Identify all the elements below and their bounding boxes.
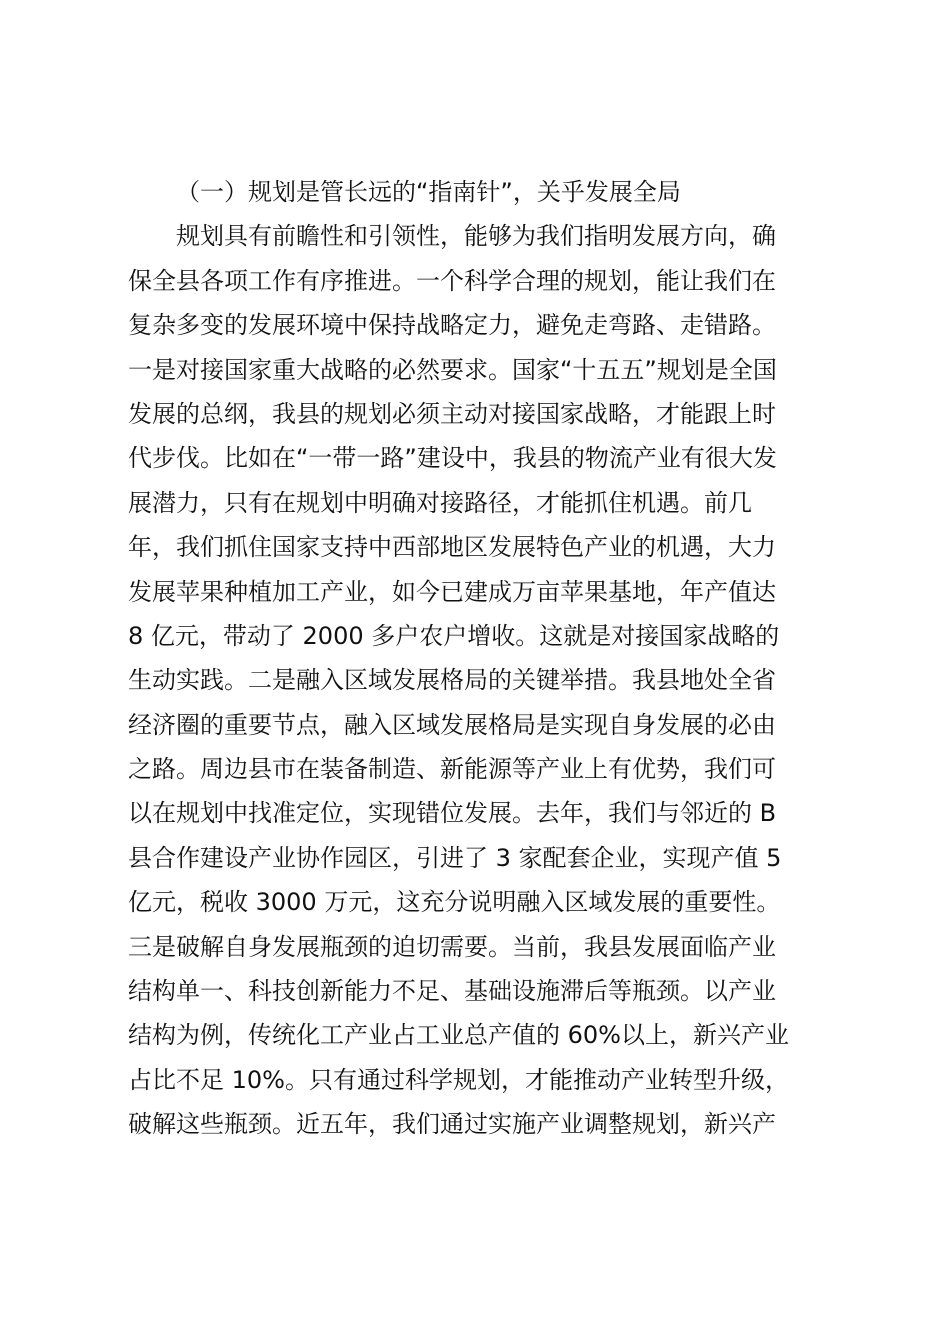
paragraph-line: 年，我们抓住国家支持中西部地区发展特色产业的机遇，大力 [128,533,776,562]
paragraph-line: 县合作建设产业协作园区，引进了 3 家配套企业，实现产值 5 [128,843,782,872]
paragraph-line: 复杂多变的发展环境中保持战略定力，避免走弯路、走错路。 [128,311,776,340]
document-body [128,170,830,1147]
paragraph-line: 保全县各项工作有序推进。一个科学合理的规划，能让我们在 [128,266,776,295]
paragraph-line: 亿元，税收 3000 万元，这充分说明融入区域发展的重要性。 [128,888,781,917]
paragraph-line: 破解这些瓶颈。近五年，我们通过实施产业调整规划，新兴产 [128,1110,776,1139]
paragraph-line: 结构单一、科技创新能力不足、基础设施滞后等瓶颈。以产业 [128,977,776,1006]
paragraph-line: 经济圈的重要节点，融入区域发展格局是实现自身发展的必由 [128,710,776,739]
paragraph-line: 展潜力，只有在规划中明确对接路径，才能抓住机遇。前几 [128,488,752,517]
paragraph-line: 生动实践。二是融入区域发展格局的关键举措。我县地处全省 [128,666,776,695]
paragraph-line: 发展的总纲，我县的规划必须主动对接国家战略，才能跟上时 [128,399,776,428]
paragraph-line: 之路。周边县市在装备制造、新能源等产业上有优势，我们可 [128,755,776,784]
paragraph-line: 发展苹果种植加工产业，如今已建成万亩苹果基地，年产值达 [128,577,776,606]
paragraph-line: 占比不足 10%。只有通过科学规划，才能推动产业转型升级， [128,1065,789,1094]
paragraph-line: 规划具有前瞻性和引领性，能够为我们指明发展方向，确 [176,222,776,251]
paragraph-line: 结构为例，传统化工产业占工业总产值的 60%以上，新兴产业 [128,1021,789,1050]
paragraph-line: 8 亿元，带动了 2000 多户农户增收。这就是对接国家战略的 [128,621,780,650]
paragraph-line: 代步伐。比如在“一带一路”建设中，我县的物流产业有很大发 [128,444,777,473]
paragraph-line: 三是破解自身发展瓶颈的迫切需要。当前，我县发展面临产业 [128,932,776,961]
paragraph-line: 以在规划中找准定位，实现错位发展。去年，我们与邻近的 B [128,799,777,828]
section-heading: （一）规划是管长远的“指南针”，关乎发展全局 [176,178,681,206]
paragraph-line: 一是对接国家重大战略的必然要求。国家“十五五”规划是全国 [128,355,777,384]
